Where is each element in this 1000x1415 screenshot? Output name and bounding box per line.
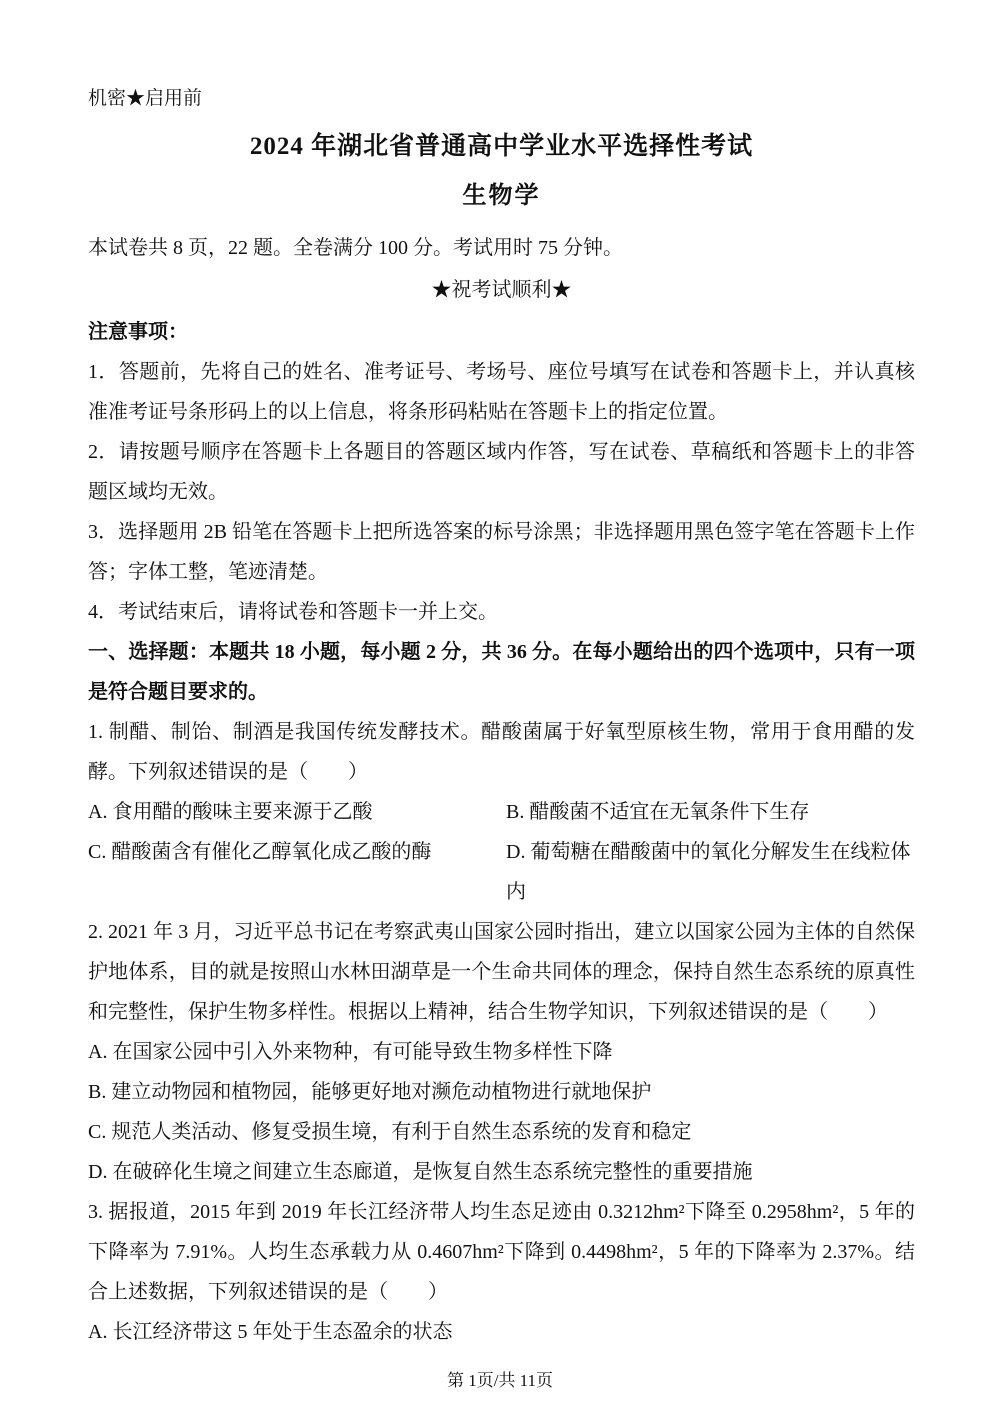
question-2-option-b: B. 建立动物园和植物园，能够更好地对濒危动植物进行就地保护 — [88, 1081, 652, 1103]
question-1-options — [88, 792, 915, 912]
question-2-option-a: A. 在国家公园中引入外来物种，有可能导致生物多样性下降 — [88, 1041, 613, 1063]
question-1-stem: 1. 制醋、制饴、制酒是我国传统发酵技术。醋酸菌属于好氧型原核生物，常用于食用醋的发酵。下列叙述错误的是（ ） — [88, 721, 915, 783]
notice-item-2: 2．请按题号顺序在答题卡上各题目的答题区域内作答，写在试卷、草稿纸和答题卡上的非答题区域均无效。 — [88, 441, 915, 503]
question-1-option-d: D. 葡萄糖在醋酸菌中的氧化分解发生在线粒体内 — [506, 841, 911, 903]
question-2 — [88, 912, 915, 1192]
question-1-option-a: A. 食用醋的酸味主要来源于乙酸 — [88, 801, 373, 823]
page-footer: 第 1页/共 11页 — [446, 1371, 554, 1390]
question-2-stem: 2. 2021 年 3 月，习近平总书记在考察武夷山国家公园时指出，建立以国家公园为主体的自然保护地体系，目的就是按照山水林田湖草是一个生命共同体的理念，保持自然生态系统的原真性和完整性，保护生物多样性。根据以上精神，结合生物学知识，下列叙述错误的是（ ） — [88, 921, 915, 1023]
notice-block — [88, 312, 915, 632]
exam-wish: ★祝考试顺利★ — [431, 279, 572, 301]
notice-item-3: 3．选择题用 2B 铅笔在答题卡上把所选答案的标号涂黑；非选择题用黑色签字笔在答题卡上作答；字体工整，笔迹清楚。 — [88, 521, 915, 583]
question-3-option-a: A. 长江经济带这 5 年处于生态盈余的状态 — [88, 1321, 453, 1343]
notice-item-1: 1．答题前，先将自己的姓名、准考证号、考场号、座位号填写在试卷和答题卡上，并认真核准准考证号条形码上的以上信息，将条形码粘贴在答题卡上的指定位置。 — [88, 361, 915, 423]
page-title: 2024 年湖北省普通高中学业水平选择性考试 — [249, 133, 754, 160]
classification-label: 机密★启用前 — [88, 88, 203, 109]
question-1 — [88, 712, 915, 912]
question-3 — [88, 1192, 915, 1352]
section-heading: 一、选择题：本题共 18 小题，每小题 2 分，共 36 分。在每小题给出的四个选项中，只有一项是符合题目要求的。 — [88, 641, 915, 703]
question-3-stem: 3. 据报道，2015 年到 2019 年长江经济带人均生态足迹由 0.3212hm²下降至 0.2958hm²，5 年的下降率为 7.91%。人均生态承载力从 0.4607hm²下降到 0.4498hm²，5 年的下降率为 2.37%。结合上述数据，下列叙述错误的是（ ） — [88, 1201, 915, 1303]
question-1-option-c: C. 醋酸菌含有催化乙醇氧化成乙酸的酶 — [88, 841, 432, 863]
question-2-option-d: D. 在破碎化生境之间建立生态廊道，是恢复自然生态系统完整性的重要措施 — [88, 1161, 753, 1183]
paper-info: 本试卷共 8 页，22 题。全卷满分 100 分。考试用时 75 分钟。 — [88, 237, 623, 259]
question-1-option-b: B. 醋酸菌不适宜在无氧条件下生存 — [506, 801, 810, 823]
notice-heading: 注意事项： — [88, 321, 188, 343]
notice-item-4: 4．考试结束后，请将试卷和答题卡一并上交。 — [88, 601, 498, 623]
question-2-option-c: C. 规范人类活动、修复受损生境，有利于自然生态系统的发育和稳定 — [88, 1121, 692, 1143]
subject-title: 生物学 — [462, 183, 541, 209]
